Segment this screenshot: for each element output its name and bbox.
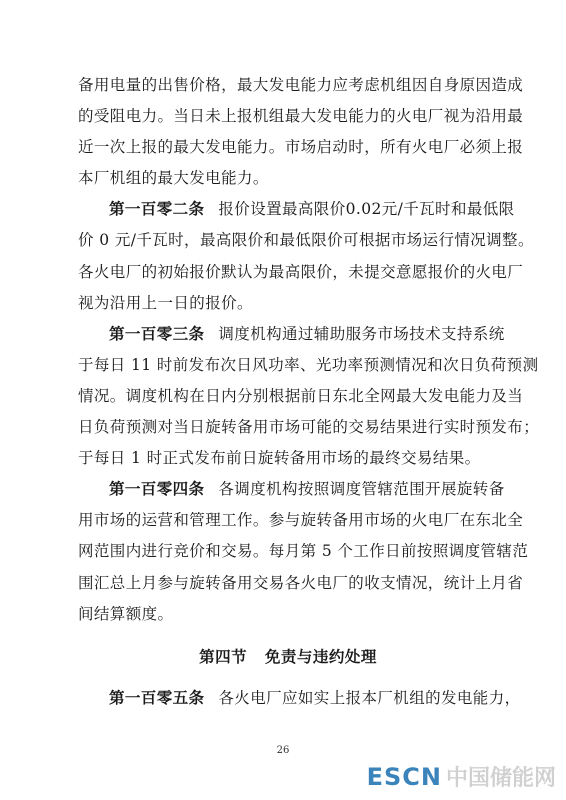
document-body: [78, 70, 540, 714]
article-104: [78, 474, 529, 629]
text-line: [78, 319, 505, 350]
article-text: 报价设置最高限价0.02元/千瓦时和最低限: [218, 200, 515, 219]
text-line: 网范围内进行竞价和交易。每月第 5 个工作日前按照调度管辖范: [78, 542, 529, 561]
article-number: 第一百零二条: [109, 200, 205, 219]
text-line: 于每日 1 时正式发布前日旋转备用市场的最终交易结果。: [78, 449, 481, 468]
text-line: 备用电量的出售价格，最大发电能力应考虑机组因自身原因造成: [78, 76, 524, 94]
article-text: 各火电厂应如实上报本厂机组的发电能力，: [218, 688, 521, 707]
text-line: 近一次上报的最大发电能力。市场启动时，所有火电厂必须上报: [78, 138, 524, 157]
page-number: 26: [276, 745, 290, 756]
article-number: 第一百零四条: [109, 480, 205, 499]
text-line: [78, 683, 521, 714]
article-number: 第一百零五条: [109, 688, 205, 707]
text-line: 间结算额度。: [78, 604, 174, 623]
text-line: 本厂机组的最大发电能力。: [78, 169, 269, 188]
text-line: 各火电厂的初始报价默认为最高限价，未提交意愿报价的火电厂: [78, 262, 524, 281]
article-105: [78, 683, 521, 714]
section-heading: 第四节 免责与违约处理: [199, 647, 377, 666]
text-line: [78, 474, 505, 505]
text-line: 日负荷预测对当日旋转备用市场可能的交易结果进行实时预发布；: [78, 418, 540, 437]
watermark-latin: ESCN: [366, 762, 442, 791]
text-line: 围汇总上月参与旋转备用交易各火电厂的收支情况，统计上月省: [78, 573, 524, 592]
text-line: 视为沿用上一日的报价。: [78, 293, 253, 312]
text-line: 用市场的运营和管理工作。参与旋转备用市场的火电厂在东北全: [78, 511, 524, 530]
article-103: [78, 319, 540, 474]
text-line: 情况。调度机构在日内分别根据前日东北全网最大发电能力及当: [78, 386, 524, 405]
article-number: 第一百零三条: [109, 324, 205, 343]
watermark-cjk: 中国储能网: [445, 766, 556, 791]
article-102: [78, 194, 534, 318]
text-line: 价 0 元/千瓦时，最高限价和最低限价可根据市场运行情况调整。: [78, 231, 534, 250]
watermark-logo: [367, 761, 556, 792]
paragraph: [78, 70, 524, 194]
text-line: 于每日 11 时前发布次日风功率、光功率预测情况和次日负荷预测: [78, 355, 539, 374]
text-line: [78, 194, 515, 225]
text-line: 的受阻电力。当日未上报机组最大发电能力的火电厂视为沿用最: [78, 107, 524, 126]
article-text: 各调度机构按照调度管辖范围开展旋转备: [218, 480, 505, 499]
article-text: 调度机构通过辅助服务市场技术支持系统: [218, 324, 505, 343]
